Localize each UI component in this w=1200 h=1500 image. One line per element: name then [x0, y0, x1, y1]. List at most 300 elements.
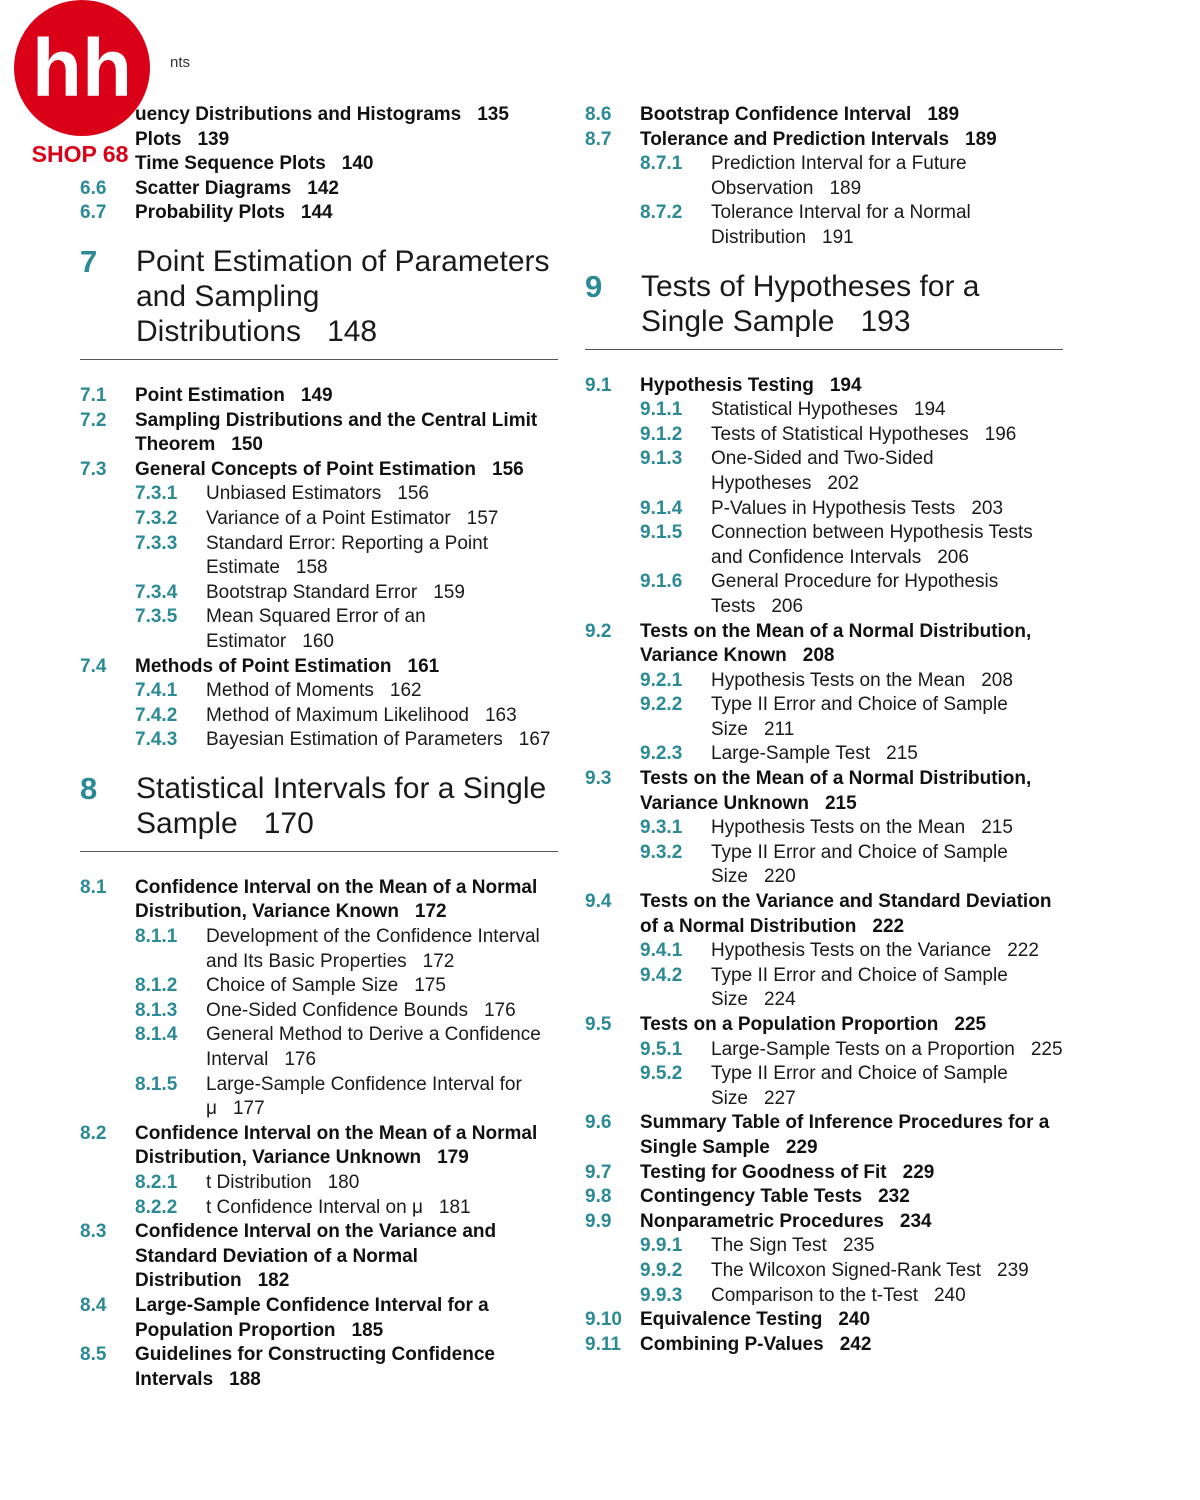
entry-number: 9.1.6 [640, 571, 683, 593]
entry-title-text: Large-Sample Tests on a Proportion [711, 1038, 1015, 1060]
chapter-heading [585, 269, 1063, 350]
entry-number: 8.7.2 [640, 202, 683, 224]
entry-title-text: Summary Table of Inference Procedures for a Single Sample [640, 1112, 1050, 1158]
toc-subsection-entry[interactable] [80, 974, 558, 999]
entry-number: 7.3.5 [135, 606, 178, 628]
entry-page: 240 [933, 1284, 966, 1306]
entry-page: 194 [829, 374, 862, 396]
entry-page: 234 [899, 1210, 932, 1232]
toc-subsection-entry[interactable] [80, 532, 558, 581]
entry-page: 208 [981, 669, 1013, 691]
toc-subsection-entry[interactable] [585, 201, 1063, 250]
entry-title [135, 1294, 558, 1343]
entry-title-text: uency Distributions and Histograms [135, 104, 462, 125]
entry-title [711, 497, 1063, 522]
entry-title [206, 532, 558, 581]
entry-page: 222 [1007, 940, 1039, 962]
entry-title-text: t Confidence Interval on μ [206, 1196, 423, 1218]
toc-subsection-entry[interactable] [585, 152, 1063, 201]
entry-title-text: Hypothesis Tests on the Variance [711, 940, 992, 962]
entry-title-text: Choice of Sample Size [206, 975, 399, 997]
entry-number: 7.3.3 [135, 532, 178, 554]
toc-section-entry[interactable] [80, 458, 558, 483]
entry-page: 215 [886, 743, 918, 765]
entry-title-text: Large-Sample Confidence Interval for a Population Proportion [135, 1294, 489, 1341]
toc-subsection-entry[interactable] [585, 669, 1063, 694]
entry-title [135, 655, 558, 680]
toc-subsection-entry[interactable] [585, 1062, 1063, 1111]
entry-number: 9.8 [585, 1186, 612, 1208]
toc-subsection-entry[interactable] [80, 1171, 558, 1196]
entry-page: 150 [231, 434, 263, 456]
entry-title-text: Statistical Hypotheses [711, 399, 898, 421]
entry-title-text: Bayesian Estimation of Parameters [206, 729, 503, 751]
toc-subsection-entry[interactable] [585, 1038, 1063, 1063]
entry-page: 162 [389, 680, 422, 702]
toc-section-entry[interactable] [585, 1111, 1063, 1160]
entry-page: 185 [351, 1319, 384, 1341]
toc-subsection-entry[interactable] [585, 693, 1063, 742]
entry-title [135, 1122, 558, 1171]
entry-title-text: Tolerance and Prediction Intervals [640, 128, 950, 150]
entry-page: 229 [785, 1136, 818, 1158]
toc-subsection-entry[interactable] [585, 497, 1063, 522]
entry-title-text: Method of Moments [206, 680, 374, 702]
entry-number: 9.1.1 [640, 399, 683, 421]
entry-number: 8.7.1 [640, 153, 683, 175]
entry-title-text: Unbiased Estimators [206, 483, 382, 505]
entry-title [711, 939, 1063, 964]
shop-logo [0, 0, 160, 175]
toc-subsection-entry[interactable] [585, 398, 1063, 423]
entry-number: 9.9 [585, 1210, 612, 1232]
toc-subsection-entry[interactable] [585, 423, 1063, 448]
entry-page: 175 [414, 975, 446, 997]
entry-title-text: Type II Error and Choice of Sample Size [711, 841, 1008, 888]
entry-title-text: Contingency Table Tests [640, 1186, 863, 1208]
toc-subsection-entry[interactable] [80, 581, 558, 606]
toc-subsection-entry[interactable] [585, 570, 1063, 619]
toc-subsection-entry[interactable] [80, 704, 558, 729]
entry-title [135, 201, 558, 226]
entry-number: 8.1.3 [135, 999, 178, 1021]
entry-page: 222 [872, 915, 905, 937]
toc-subsection-entry[interactable] [80, 679, 558, 704]
entry-page: 149 [300, 384, 333, 406]
entry-title-text: General Concepts of Point Estimation [135, 458, 476, 480]
entry-title-text: One-Sided and Two-Sided Hypotheses [711, 448, 934, 494]
toc-section-entry[interactable] [585, 1210, 1063, 1235]
entry-page: 161 [407, 655, 440, 677]
toc-subsection-entry[interactable] [585, 841, 1063, 890]
entry-title [711, 669, 1063, 694]
entry-title [135, 103, 558, 128]
entry-title [206, 999, 558, 1024]
chapter-title [136, 771, 558, 841]
entry-title-text: Methods of Point Estimation [135, 655, 392, 677]
entry-page: 182 [257, 1270, 290, 1292]
entry-title [640, 1013, 1063, 1038]
entry-number: 9.2.3 [640, 743, 683, 765]
entry-number: 8.1.1 [135, 926, 178, 948]
entry-title [640, 374, 1063, 399]
entry-number: 9.2.2 [640, 694, 683, 716]
toc-section-entry[interactable] [80, 1343, 558, 1392]
chapter-page: 148 [327, 314, 378, 348]
entry-title [640, 103, 1063, 128]
entry-title-text: Type II Error and Choice of Sample Size [711, 1063, 1008, 1109]
toc-section-entry[interactable] [80, 384, 558, 409]
toc-subsection-entry[interactable] [585, 1234, 1063, 1259]
entry-title-text: Equivalence Testing [640, 1309, 823, 1331]
entry-number: 7.4 [80, 655, 107, 677]
entry-page: 202 [827, 472, 860, 494]
chapter-title-text: Tests of Hypotheses for a Single Sample [641, 269, 980, 338]
running-head: nts [170, 54, 191, 71]
entry-title [206, 679, 558, 704]
entry-page: 172 [414, 901, 447, 923]
entry-title-text: Confidence Interval on the Mean of a Normal Distribution, Variance Unknown [135, 1122, 538, 1169]
entry-number: 7.4.1 [135, 680, 178, 702]
entry-page: 135 [477, 104, 509, 125]
toc-section-entry[interactable] [585, 767, 1063, 816]
entry-number: 9.6 [585, 1112, 612, 1134]
entry-title-text: Confidence Interval on the Mean of a Normal Distribution, Variance Known [135, 876, 538, 923]
entry-title [640, 1308, 1063, 1333]
entry-title [640, 767, 1063, 816]
chapter-title-text: Statistical Intervals for a Single Sample [136, 771, 547, 840]
toc-subsection-entry[interactable] [80, 925, 558, 974]
entry-page: 225 [954, 1014, 987, 1035]
entry-title [135, 177, 558, 202]
entry-title [711, 447, 1063, 496]
entry-title-text: Bootstrap Standard Error [206, 581, 418, 603]
entry-page: 157 [466, 507, 499, 529]
toc-section-entry[interactable] [80, 1294, 558, 1343]
toc-section-entry[interactable] [585, 1185, 1063, 1210]
entry-title-text: Testing for Goodness of Fit [640, 1161, 887, 1183]
chapter-page: 170 [263, 806, 314, 840]
entry-title-text: The Wilcoxon Signed-Rank Test [711, 1259, 981, 1281]
entry-number: 9.1.3 [640, 448, 683, 470]
entry-title [640, 1185, 1063, 1210]
toc-subsection-entry[interactable] [80, 507, 558, 532]
entry-title-text: Large-Sample Confidence Interval for μ [206, 1073, 522, 1120]
entry-page: 229 [902, 1161, 935, 1183]
entry-title [135, 409, 558, 458]
toc-subsection-entry[interactable] [80, 728, 558, 753]
entry-number: 7.3.2 [135, 507, 178, 529]
entry-number: 9.4.1 [640, 940, 683, 962]
entry-title [711, 742, 1063, 767]
toc-section-entry[interactable] [585, 1333, 1063, 1358]
entry-title [640, 1161, 1063, 1186]
entry-number: 9.3.1 [640, 817, 683, 839]
entry-number: 9.2 [585, 620, 612, 642]
entry-number: 8.1 [80, 876, 107, 898]
entry-page: 156 [492, 458, 524, 480]
entry-page: 176 [284, 1049, 317, 1071]
entry-number: 7.3.1 [135, 483, 178, 505]
entry-number: 7.1 [80, 384, 107, 406]
entry-title-text: General Method to Derive a Confidence Interval [206, 1024, 541, 1071]
entry-number: 8.7 [585, 128, 612, 150]
entry-number: 8.2 [80, 1122, 107, 1144]
entry-page: 206 [937, 546, 969, 568]
entry-title-text: Time Sequence Plots [135, 153, 326, 175]
toc-subsection-entry[interactable] [585, 1259, 1063, 1284]
entry-title-text: Standard Error: Reporting a Point Estimate [206, 532, 488, 579]
entry-page: 188 [229, 1368, 261, 1390]
entry-title [206, 507, 558, 532]
entry-title-text: Nonparametric Procedures [640, 1210, 884, 1232]
entry-title [711, 1284, 1063, 1309]
entry-page: 163 [484, 704, 517, 726]
entry-page: 220 [763, 866, 796, 888]
entry-number: 8.2.1 [135, 1172, 178, 1193]
entry-title-text: Type II Error and Choice of Sample Size [711, 694, 1008, 740]
entry-title-text: Development of the Confidence Interval and Its Basic Properties [206, 926, 540, 972]
entry-title [206, 704, 558, 729]
entry-page: 172 [422, 950, 455, 972]
toc-subsection-entry[interactable] [80, 999, 558, 1024]
entry-title-text: Tests on the Mean of a Normal Distribution, Variance Unknown [640, 768, 1032, 814]
entry-page: 189 [829, 177, 862, 199]
toc-subsection-entry[interactable] [585, 939, 1063, 964]
toc-subsection-entry[interactable] [585, 1284, 1063, 1309]
entry-number: 9.9.2 [640, 1259, 683, 1281]
chapter-number: 7 [80, 243, 98, 279]
entry-title-text: Probability Plots [135, 202, 285, 224]
entry-number: 9.2.1 [640, 669, 683, 691]
entry-number: 9.1.2 [640, 423, 683, 445]
entry-title-text: Hypothesis Tests on the Mean [711, 817, 966, 839]
entry-title-text: Sampling Distributions and the Central Limit Theorem [135, 409, 538, 456]
entry-page: 177 [232, 1098, 265, 1120]
entry-page: 215 [981, 817, 1013, 839]
entry-title [711, 1259, 1063, 1284]
entry-page: 180 [327, 1172, 360, 1193]
entry-page: 196 [984, 423, 1017, 445]
toc-section-entry[interactable] [80, 177, 558, 202]
toc-section-entry[interactable] [585, 620, 1063, 669]
entry-page: 189 [927, 104, 960, 125]
entry-page: 211 [763, 718, 795, 740]
entry-title [711, 521, 1063, 570]
entry-title [640, 1210, 1063, 1235]
entry-title-text: Plots [135, 128, 182, 150]
entry-title [711, 201, 1063, 250]
toc-section-entry[interactable] [585, 128, 1063, 153]
entry-number: 9.5 [585, 1014, 612, 1035]
toc-section-entry[interactable] [80, 1122, 558, 1171]
toc-section-entry[interactable] [80, 655, 558, 680]
entry-title-text: t Distribution [206, 1172, 312, 1193]
entry-title-text: Tests on the Variance and Standard Deviation of a Normal Distribution [640, 891, 1052, 937]
entry-number: 8.2.2 [135, 1196, 178, 1218]
entry-title [206, 1196, 558, 1221]
entry-title [206, 1171, 558, 1196]
entry-number: 7.4.3 [135, 729, 178, 751]
entry-number: 7.4.2 [135, 704, 178, 726]
toc-subsection-entry[interactable] [585, 447, 1063, 496]
entry-number: 8.4 [80, 1294, 107, 1316]
toc-left-column [80, 103, 558, 1392]
entry-title-text: Confidence Interval on the Variance and Standard Deviation of a Normal Distribution [135, 1221, 497, 1292]
entry-title [206, 974, 558, 999]
entry-title [206, 482, 558, 507]
entry-title [711, 816, 1063, 841]
entry-title-text: Connection between Hypothesis Tests and Confidence Intervals [711, 522, 1033, 568]
entry-title [711, 841, 1063, 890]
entry-title [135, 128, 558, 153]
entry-page: 181 [438, 1196, 471, 1218]
entry-page: 206 [771, 595, 804, 617]
entry-title [640, 128, 1063, 153]
toc-subsection-entry[interactable] [585, 964, 1063, 1013]
entry-page: 208 [802, 645, 835, 667]
chapter-number: 8 [80, 770, 98, 806]
entry-title-text: The Sign Test [711, 1235, 827, 1257]
entry-title [206, 925, 558, 974]
entry-number: 9.3 [585, 768, 612, 790]
entry-page: 224 [763, 989, 796, 1011]
entry-page: 142 [307, 177, 339, 199]
entry-title [640, 620, 1063, 669]
entry-number: 9.9.3 [640, 1284, 683, 1306]
entry-title-text: P-Values in Hypothesis Tests [711, 497, 956, 519]
entry-page: 139 [197, 128, 230, 150]
entry-title [206, 1073, 558, 1122]
entry-title-text: Variance of a Point Estimator [206, 507, 451, 529]
toc-section-entry[interactable] [80, 876, 558, 925]
entry-number: 9.5.1 [640, 1038, 683, 1060]
logo-subtext: SHOP 68 [31, 141, 129, 167]
entry-number: 7.3.4 [135, 581, 178, 603]
toc-section-entry[interactable] [585, 1308, 1063, 1333]
entry-page: 167 [518, 729, 551, 751]
entry-title [135, 1343, 558, 1392]
entry-title [135, 152, 558, 177]
entry-page: 176 [483, 999, 516, 1021]
entry-number: 9.5.2 [640, 1063, 683, 1085]
entry-number: 6.6 [80, 177, 107, 199]
entry-number: 9.1 [585, 374, 612, 396]
entry-page: 156 [397, 483, 429, 505]
entry-number: 9.10 [585, 1309, 622, 1331]
entry-title [135, 1220, 558, 1294]
entry-number: 9.3.2 [640, 841, 683, 863]
toc-subsection-entry[interactable] [80, 482, 558, 507]
entry-title [206, 1023, 558, 1072]
toc-subsection-entry[interactable] [585, 742, 1063, 767]
entry-number: 9.9.1 [640, 1235, 683, 1257]
entry-title [711, 1234, 1063, 1259]
entry-title-text: Hypothesis Testing [640, 374, 814, 396]
entry-title [711, 964, 1063, 1013]
entry-title-text: Mean Squared Error of an Estimator [206, 606, 426, 652]
entry-number: 8.5 [80, 1344, 107, 1366]
chapter-title [136, 244, 558, 349]
entry-page: 240 [838, 1309, 871, 1331]
toc-section-entry[interactable] [585, 890, 1063, 939]
entry-page: 242 [839, 1333, 872, 1355]
toc-right-column [585, 103, 1063, 1357]
entry-title-text: Hypothesis Tests on the Mean [711, 669, 966, 691]
toc-section-entry[interactable] [585, 1161, 1063, 1186]
entry-title [711, 570, 1063, 619]
entry-number: 9.7 [585, 1161, 612, 1183]
chapter-heading [80, 244, 558, 360]
entry-page: 144 [300, 202, 333, 224]
entry-page: 158 [295, 557, 328, 579]
toc-section-entry[interactable] [80, 201, 558, 226]
toc-section-entry[interactable] [80, 1220, 558, 1294]
entry-number: 8.6 [585, 104, 612, 125]
chapter-title [641, 269, 1063, 339]
entry-number: 9.4 [585, 891, 612, 913]
toc-subsection-entry[interactable] [80, 1023, 558, 1072]
entry-number: 8.3 [80, 1221, 107, 1243]
chapter-title-text: Point Estimation of Parameters and Sampling Distributions [136, 244, 550, 348]
toc-section-entry[interactable] [585, 103, 1063, 128]
toc-section-entry[interactable] [80, 409, 558, 458]
entry-title-text: Bootstrap Confidence Interval [640, 104, 912, 125]
entry-title-text: Guidelines for Constructing Confidence Intervals [135, 1344, 495, 1390]
toc-section-entry[interactable] [585, 374, 1063, 399]
entry-title-text: Tests of Statistical Hypotheses [711, 423, 969, 445]
entry-title [640, 1111, 1063, 1160]
chapter-page: 193 [860, 304, 911, 338]
toc-subsection-entry[interactable] [585, 816, 1063, 841]
entry-title [135, 876, 558, 925]
toc-subsection-entry[interactable] [80, 1196, 558, 1221]
entry-title [206, 605, 558, 654]
entry-number: 8.1.4 [135, 1024, 178, 1046]
entry-number: 8.1.5 [135, 1073, 178, 1095]
entry-title [711, 1062, 1063, 1111]
logo-text: hh [31, 23, 133, 114]
entry-title [711, 152, 1063, 201]
chapter-heading [80, 771, 558, 852]
entry-page: 194 [913, 399, 946, 421]
entry-title-text: Tolerance Interval for a Normal Distribution [711, 202, 971, 248]
entry-title [135, 384, 558, 409]
entry-title-text: Tests on a Population Proportion [640, 1014, 939, 1035]
chapter-number: 9 [585, 268, 603, 304]
entry-number: 7.3 [80, 458, 107, 480]
entry-title [206, 581, 558, 606]
toc-subsection-entry[interactable] [585, 521, 1063, 570]
entry-title-text: General Procedure for Hypothesis Tests [711, 571, 999, 617]
entry-title [135, 458, 558, 483]
toc-subsection-entry[interactable] [80, 1073, 558, 1122]
entry-page: 159 [433, 581, 465, 603]
entry-page: 235 [842, 1235, 875, 1257]
entry-page: 232 [878, 1186, 910, 1208]
toc-subsection-entry[interactable] [80, 605, 558, 654]
entry-number: 9.1.5 [640, 522, 683, 544]
entry-page: 140 [341, 153, 374, 175]
entry-title-text: Prediction Interval for a Future Observation [711, 153, 967, 199]
entry-title [711, 1038, 1063, 1063]
entry-title-text: Type II Error and Choice of Sample Size [711, 964, 1008, 1011]
toc-section-entry[interactable] [585, 1013, 1063, 1038]
entry-page: 191 [822, 226, 854, 248]
entry-page: 189 [965, 128, 997, 150]
entry-title-text: Large-Sample Test [711, 743, 871, 765]
entry-page: 160 [302, 630, 334, 652]
